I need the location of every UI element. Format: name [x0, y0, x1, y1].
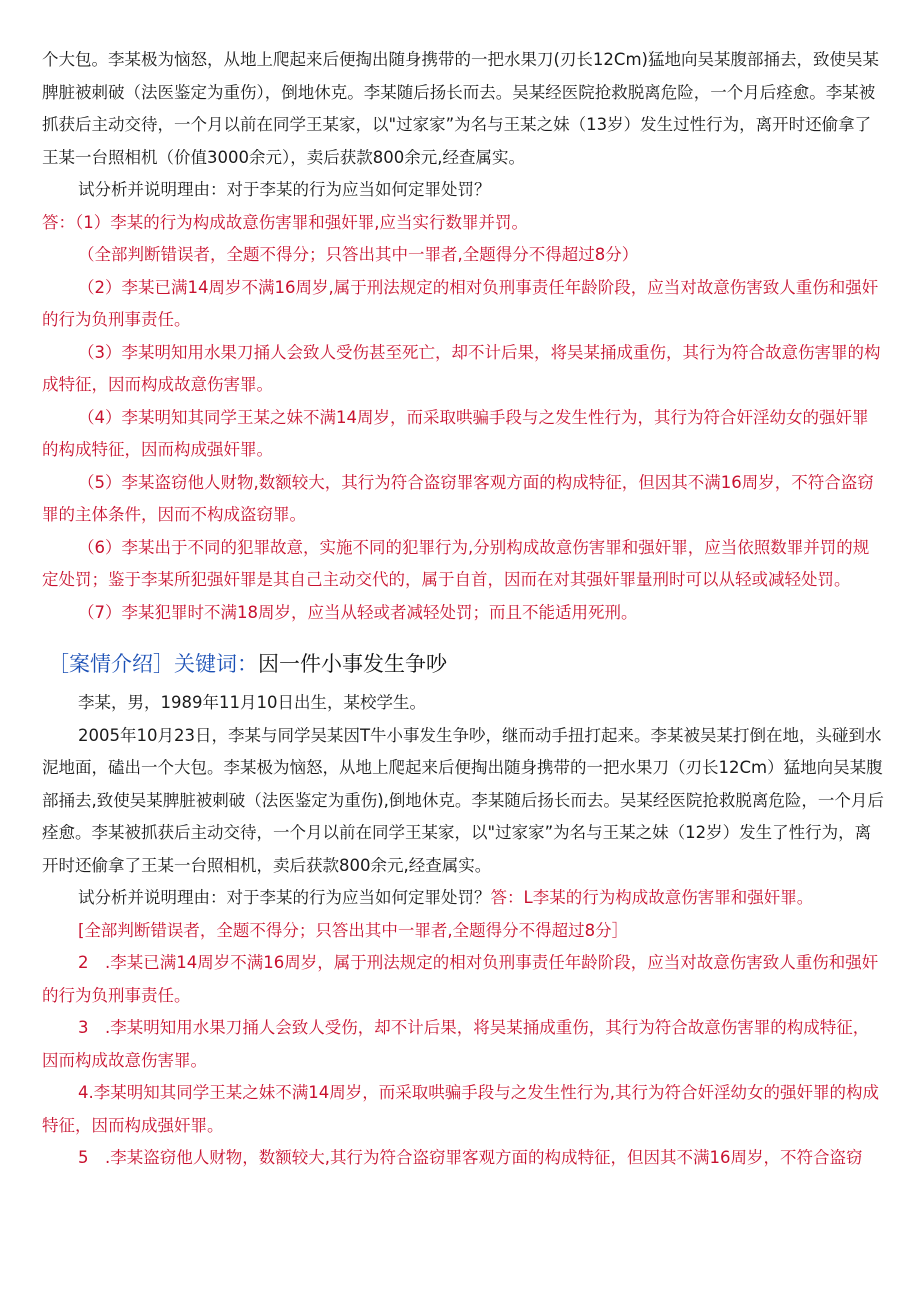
case2-story: 2005年10月23日，李某与同学吴某因T牛小事发生争吵，继而动手扭打起来。李某被吴某打倒在地，头碰到水泥地面，磕出一个大包。李某极为恼怒，从地上爬起来后便掏出随身携带的一把水果刀（刃长12Cm）猛地向吴某腹部捅去,致使吴某脾脏被刺破（法医鉴定为重伤),倒地休克。李某随后扬长而去。吴某经医院抢救脱离危险，一个月后痊愈。李某被抓获后主动交待，一个月以前在同学王某家，以"过家家”为名与王某之妹（12岁）发生了性行为，离开时还偷拿了王某一台照相机，卖后获款800余元,经查属实。 [42, 725, 884, 875]
case1-answer-7: （7）李某犯罪时不满18周岁，应当从轻或者减轻处罚；而且不能适用死刑。 [78, 602, 638, 622]
case1-answer-3: （3）李某明知用水果刀捅人会致人受伤甚至死亡，却不计后果，将吴某捅成重伤，其行为符合故意伤害罪的构成特征，因而构成故意伤害罪。 [42, 342, 881, 394]
case1-paragraph: 个大包。李某极为恼怒，从地上爬起来后便掏出随身携带的一把水果刀(刃长12Cm)猛地向吴某腹部捅去，致使吴某脾脏被刺破（法医鉴定为重伤），倒地休克。李某随后扬长而去。吴某经医院抢救脱离危险，一个月后痊愈。李某被抓获后主动交待，一个月以前在同学王某家，以"过家家”为名与王某之妹（13岁）发生过性行为，离开时还偷拿了王某一台照相机（价值3000余元），卖后获款800余元,经查属实。 [42, 50, 879, 167]
case2-question: 试分析并说明理由：对于李某的行为应当如何定罪处罚？ [78, 888, 491, 907]
case-heading [42, 647, 884, 681]
case2-answer-3: 3 .李某明知用水果刀捅人会致人受伤，却不计后果，将吴某捅成重伤，其行为符合故意伤害罪的构成特征，因而构成故意伤害罪。 [42, 1018, 870, 1070]
case-topic: 因一件小事发生争吵 [258, 652, 447, 676]
case1-answer-note: （全部判断错误者，全题不得分；只答出其中一罪者,全题得分不得超过8分） [78, 245, 639, 264]
case1-question: 试分析并说明理由：对于李某的行为应当如何定罪处罚？ [78, 180, 491, 199]
case2-answer-1: 答：L李某的行为构成故意伤害罪和强奸罪。 [490, 888, 814, 907]
case2-answer-2: 2 .李某已满14周岁不满16周岁，属于刑法规定的相对负刑事责任年龄阶段，应当对故意伤害致人重伤和强奸的行为负刑事责任。 [42, 953, 879, 1005]
case2-answer-5: 5 .李某盗窃他人财物，数额较大,其行为符合盗窃罪客观方面的构成特征，但因其不满16周岁，不符合盗窃 [78, 1148, 863, 1167]
case1-answer-5: （5）李某盗窃他人财物,数额较大，其行为符合盗窃罪客观方面的构成特征，但因其不满16周岁，不符合盗窃罪的主体条件，因而不构成盗窃罪。 [42, 472, 874, 524]
case2-answer-note: [全部判断错误者，全题不得分；只答出其中一罪者,全题得分不得超过8分］ [78, 920, 629, 940]
keyword-label: 关键词： [174, 652, 258, 676]
case1-answer-2: （2）李某已满14周岁不满16周岁,属于刑法规定的相对负刑事责任年龄阶段，应当对故意伤害致人重伤和强奸的行为负刑事责任。 [42, 277, 879, 329]
case1-answer-4: （4）李某明知其同学王某之妹不满14周岁，而采取哄骗手段与之发生性行为，其行为符合奸淫幼女的强奸罪的构成特征，因而构成强奸罪。 [42, 407, 869, 459]
case2-answer-4: 4.李某明知其同学王某之妹不满14周岁，而采取哄骗手段与之发生性行为,其行为符合奸淫幼女的强奸罪的构成特征，因而构成强奸罪。 [42, 1083, 879, 1135]
case1-answer-1: 答：（1）李某的行为构成故意伤害罪和强奸罪,应当实行数罪并罚。 [42, 212, 528, 232]
case-intro-label: ［案情介绍］ [48, 652, 174, 676]
case1-answer-6: （6）李某出于不同的犯罪故意，实施不同的犯罪行为,分别构成故意伤害罪和强奸罪，应当依照数罪并罚的规定处罚；鉴于李某所犯强奸罪是其自己主动交代的，属于自首，因而在对其强奸罪量刑时可以从轻或减轻处罚。 [42, 537, 870, 589]
case2-question-line [42, 882, 884, 915]
case2-intro: 李某，男，1989年11月10日出生，某校学生。 [78, 693, 426, 712]
